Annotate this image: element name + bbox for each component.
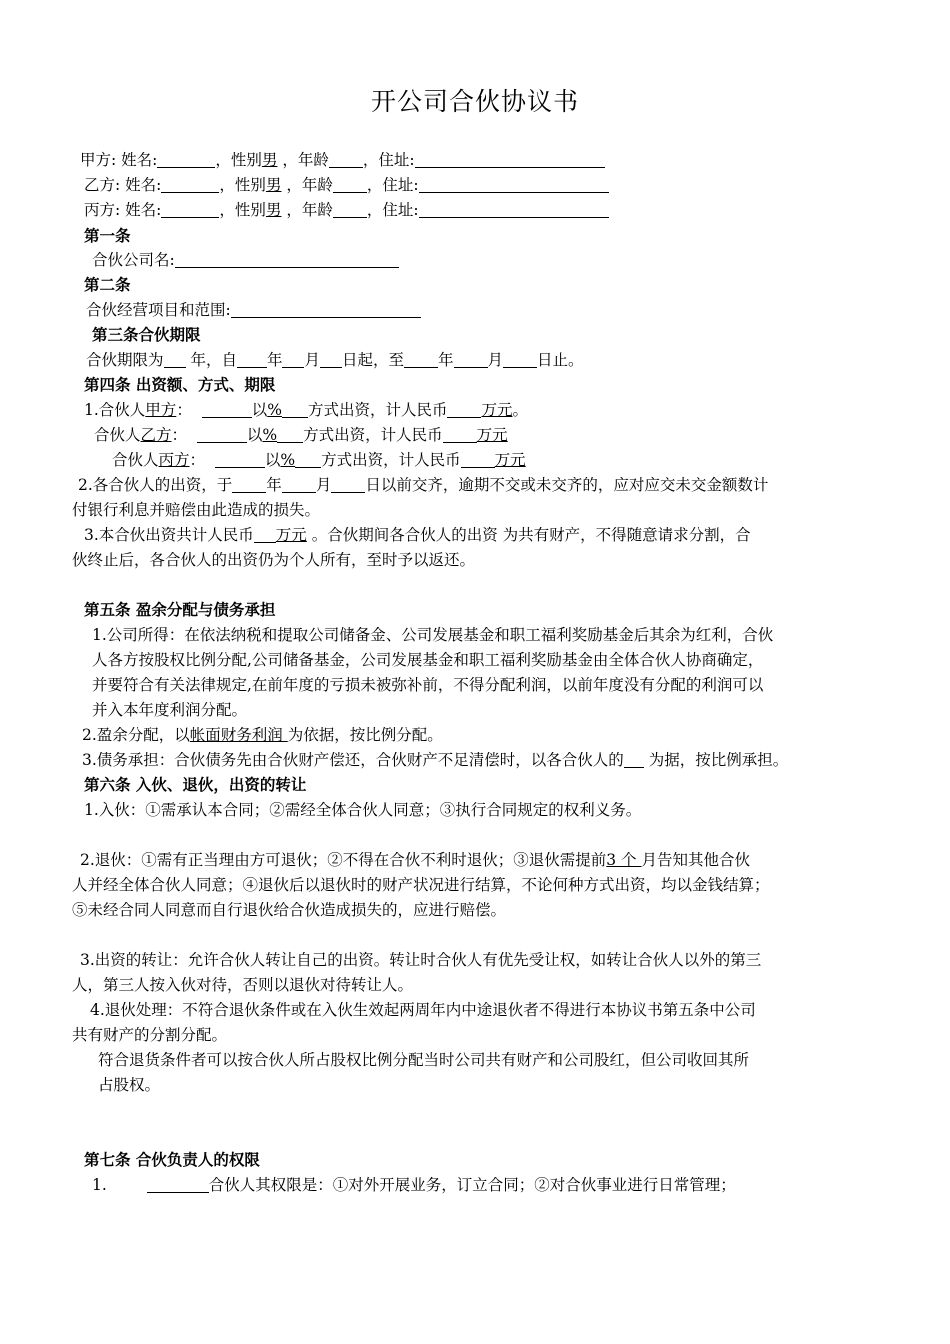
article-6-para-4-line-2: 共有财产的分割分配。 [72, 1026, 228, 1044]
name-blank [161, 176, 219, 193]
term-blank [282, 351, 304, 368]
gender-label: 性别 [234, 201, 266, 219]
term-text: 日起，至 [342, 351, 405, 369]
age-blank [333, 201, 367, 218]
para-text: 2.各合伙人的出资，于 [78, 476, 233, 494]
name-blank [157, 151, 215, 168]
article-1-heading: 第一条 [84, 227, 131, 245]
para-text: 月告知其他合伙 [641, 851, 751, 869]
para-text: 2.退伙：①需有正当理由方可退伙；②不得在合伙不利时退伙；③退伙需提前 [80, 851, 607, 869]
gender-label: 性别 [234, 176, 266, 194]
term-text: 月 [487, 351, 504, 369]
party-line-b: 乙方: 姓名: ，性别男 ，年龄 ，住址: [84, 174, 609, 196]
total-blank [254, 526, 276, 543]
term-blank [237, 351, 267, 368]
article-3-line [86, 349, 584, 371]
document-title: 开公司合伙协议书 [370, 87, 579, 116]
para-text: 3.本合伙出资共计人民币 [84, 526, 254, 544]
article-4-para-2-line-1 [78, 474, 768, 496]
contribution-line-b [94, 424, 508, 446]
contribution-text: 方式出资，计人民币 [307, 401, 448, 419]
term-blank [503, 351, 537, 368]
contribution-text: ： [176, 401, 192, 419]
party-role: 甲方 [80, 151, 112, 169]
para-text: 合伙人其权限是：①对外开展业务，订立合同；②对合伙事业进行日常管理； [208, 1176, 736, 1194]
term-text: 年 [266, 351, 283, 369]
unit-wan: 万元 [476, 426, 508, 444]
para-text: 日以前交齐，逾期不交或未交齐的，应对应交未交金额数计 [365, 476, 769, 494]
article-6-para-5-line-1: 符合退货条件者可以按合伙人所占股权比例分配当时公司共有财产和公司股红，但公司收回其所 [98, 1051, 750, 1069]
rmb-blank [461, 451, 495, 468]
percent-sign: % [267, 401, 282, 419]
contribution-text: 方式出资，计人民币 [303, 426, 443, 444]
month-blank [282, 476, 316, 493]
address-label: 住址: [378, 151, 415, 169]
term-text: 年 [438, 351, 454, 369]
article-5-para-1-line-4: 并入本年度利润分配。 [92, 701, 248, 719]
contribution-text: 1.合伙人 [84, 401, 146, 419]
term-text: 年，自 [190, 351, 237, 369]
address-blank [415, 151, 605, 168]
contribution-line-a [84, 399, 528, 421]
article-7-heading: 第七条 合伙负责人的权限 [84, 1151, 260, 1169]
profit-basis: 帐面财务利润 [189, 726, 288, 744]
partner-name: 甲方 [145, 401, 177, 419]
article-5-para-3 [82, 749, 788, 771]
article-7-para-1 [92, 1174, 736, 1196]
business-scope-label: 合伙经营项目和范围: [86, 301, 231, 319]
percent-sign: % [262, 426, 278, 444]
term-text: 日止。 [537, 351, 584, 369]
article-4-heading: 第四条 出资额、方式、期限 [84, 376, 276, 394]
term-blank [320, 351, 342, 368]
name-label: 姓名: [125, 176, 162, 194]
age-label: 年龄 [301, 176, 333, 194]
contribution-text: 方式出资，计人民币 [321, 451, 461, 469]
gender-value: 男 [261, 151, 278, 169]
age-blank [333, 176, 367, 193]
gender-label: 性别 [230, 151, 262, 169]
article-4-para-3-line-2: 伙终止后，各合伙人的出资仍为个人所有，至时予以返还。 [72, 551, 476, 569]
partner-name: 乙方 [140, 426, 172, 444]
notice-period: 3 个 [606, 851, 642, 869]
article-6-para-2-line-1 [80, 849, 750, 871]
term-blank [404, 351, 438, 368]
term-text: 合伙期限为 [86, 351, 164, 369]
address-label: 住址: [382, 176, 419, 194]
partner-name: 丙方 [158, 451, 190, 469]
age-label: 年龄 [297, 151, 329, 169]
contribution-text: 合伙人 [94, 426, 141, 444]
article-3-heading: 第三条合伙期限 [92, 326, 201, 344]
rmb-blank [443, 426, 477, 443]
unit-wan: 万元 [481, 401, 513, 419]
percent-blank [277, 426, 303, 443]
gender-value: 男 [265, 201, 282, 219]
party-line-a: 甲方: 姓名: ，性别男 ，年龄 ，住址: [80, 149, 605, 171]
para-number: 1. [92, 1176, 107, 1194]
article-6-para-1: 1.入伙：①需承认本合同；②需经全体合伙人同意；③执行合同规定的权利义务。 [84, 801, 642, 819]
contribution-text: 以 [246, 426, 263, 444]
contribution-text: 合伙人 [112, 451, 159, 469]
amount-blank [197, 426, 247, 443]
party-line-c: 丙方: 姓名: ，性别男 ，年龄 ，住址: [84, 199, 609, 221]
contribution-text: ： [189, 451, 206, 469]
company-name-label: 合伙公司名: [92, 251, 175, 269]
unit-wan: 万元 [275, 526, 307, 544]
para-text: 为据，按比例承担。 [643, 751, 789, 769]
article-5-para-2 [82, 724, 443, 746]
percent-sign: % [280, 451, 296, 469]
article-4-para-3-line-1 [84, 524, 751, 546]
para-text: 年 [266, 476, 282, 494]
article-6-para-4-line-1: 4.退伙处理：不符合退伙条件或在入伙生效起两周年内中途退伙者不得进行本协议书第五条中公司 [90, 1001, 756, 1019]
article-6-heading: 第六条 入伙、退伙，出资的转让 [84, 776, 307, 794]
article-2-heading: 第二条 [84, 276, 131, 294]
name-label: 姓名: [121, 151, 158, 169]
article-4-para-2-line-2: 付银行利息并赔偿由此造成的损失。 [72, 501, 321, 519]
address-blank [419, 176, 609, 193]
article-6-para-3-line-2: 人，第三人按入伙对待，否则以退伙对待转让人。 [72, 976, 414, 994]
article-5-para-1-line-2: 人各方按股权比例分配,公司储备基金，公司发展基金和职工福利奖励基金由全体合伙人协商确定， [92, 651, 764, 669]
article-6-para-3-line-1: 3.出资的转让：允许合伙人转让自己的出资。转让时合伙人有优先受让权，如转让合伙人以外的第三 [80, 951, 762, 969]
year-blank [232, 476, 266, 493]
article-6-para-5-line-2: 占股权。 [98, 1076, 161, 1094]
article-6-para-2-line-3: ⑤未经合同人同意而自行退伙给合伙造成损失的，应进行赔偿。 [72, 901, 507, 919]
age-label: 年龄 [301, 201, 333, 219]
percent-blank [282, 401, 308, 418]
contribution-text: 以 [264, 451, 281, 469]
amount-blank [215, 451, 265, 468]
contribution-text: 。 [512, 401, 528, 419]
term-blank [164, 351, 186, 368]
para-text: 2.盈余分配，以 [82, 726, 190, 744]
contribution-line-c [112, 449, 526, 471]
article-2-line [86, 299, 421, 321]
age-blank [329, 151, 363, 168]
term-blank [454, 351, 488, 368]
name-label: 姓名: [125, 201, 162, 219]
percent-blank [295, 451, 321, 468]
rmb-blank [447, 401, 481, 418]
article-1-line [92, 249, 399, 271]
party-role: 乙方 [84, 176, 116, 194]
amount-blank [202, 401, 252, 418]
partner-blank [147, 1176, 209, 1193]
para-text: 3.债务承担：合伙债务先由合伙财产偿还，合伙财产不足清偿时，以各合伙人的 [82, 751, 624, 769]
address-label: 住址: [382, 201, 419, 219]
article-5-para-1-line-3: 并要符合有关法律规定,在前年度的亏损未被弥补前，不得分配利润，以前年度没有分配的利润可以 [92, 676, 764, 694]
basis-blank [624, 751, 644, 768]
contribution-text: 以 [251, 401, 268, 419]
business-scope-blank [231, 301, 421, 318]
term-text: 月 [304, 351, 320, 369]
para-text: 为依据，按比例分配。 [287, 726, 443, 744]
gender-value: 男 [265, 176, 282, 194]
para-text: 月 [315, 476, 332, 494]
article-5-heading: 第五条 盈余分配与债务承担 [84, 601, 276, 619]
company-name-blank [175, 251, 399, 268]
name-blank [161, 201, 219, 218]
article-6-para-2-line-2: 人并经全体合伙人同意；④退伙后以退伙时的财产状况进行结算，不论何种方式出资，均以金钱结算； [72, 876, 770, 894]
article-5-para-1-line-1: 1.公司所得：在依法纳税和提取公司储备金、公司发展基金和职工福利奖励基金后其余为红利，合伙 [92, 626, 774, 644]
party-role: 丙方 [84, 201, 116, 219]
para-text: 。合伙期间各合伙人的出资 为共有财产，不得随意请求分割，合 [311, 526, 751, 544]
unit-wan: 万元 [494, 451, 526, 469]
address-blank [419, 201, 609, 218]
contribution-text: ： [171, 426, 188, 444]
day-blank [331, 476, 365, 493]
